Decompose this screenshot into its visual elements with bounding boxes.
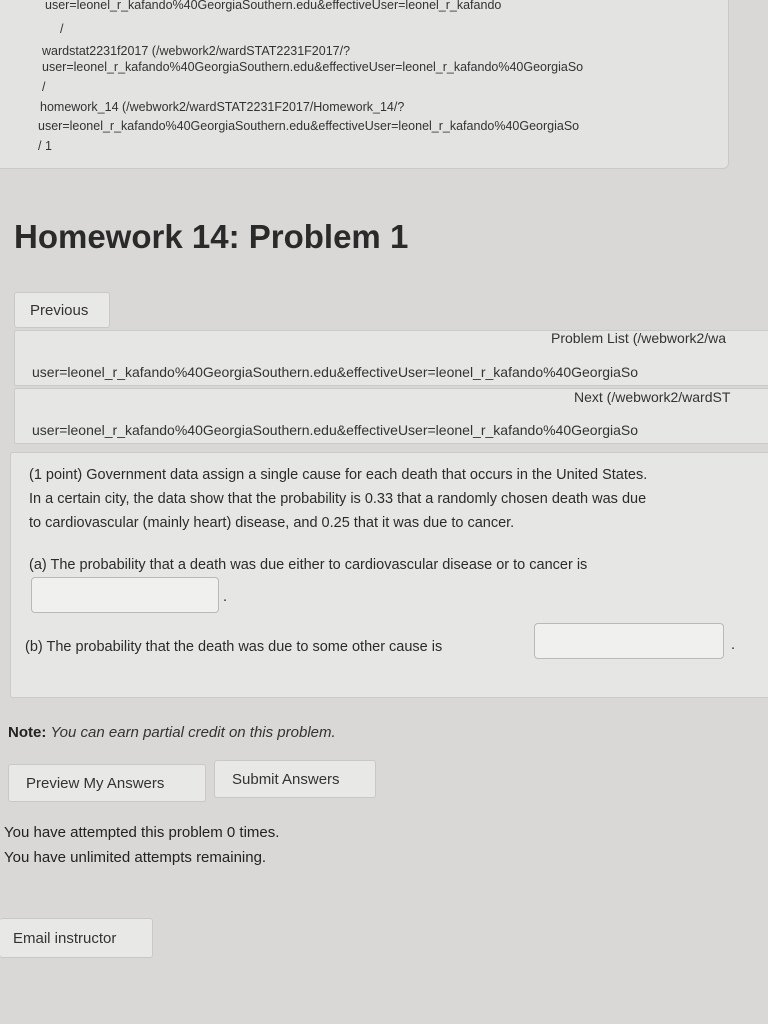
problem-intro-line: to cardiovascular (mainly heart) disease, and 0.25 that it was due to cancer.: [29, 515, 515, 531]
problem-intro-line: (1 point) Government data assign a single cause for each death that occurs in the United States.: [29, 467, 648, 483]
breadcrumb: [0, 0, 729, 169]
page-title: Homework 14: Problem 1: [14, 218, 409, 255]
problem-list-link[interactable]: [14, 330, 768, 386]
breadcrumb-separator: /: [42, 80, 46, 94]
attempts-status: You have attempted this problem 0 times.: [4, 824, 280, 841]
breadcrumb-current-problem: / 1: [38, 139, 52, 153]
problem-intro-line: In a certain city, the data show that the probability is 0.33 that a randomly chosen death was due: [29, 491, 647, 507]
breadcrumb-course-link[interactable]: wardstat2231f2017 (/webwork2/wardSTAT2231F2017/?: [42, 44, 351, 58]
part-b-answer-input[interactable]: [534, 623, 724, 659]
breadcrumb-course-link[interactable]: user=leonel_r_kafando%40GeorgiaSouthern.edu&effectiveUser=leonel_r_kafando: [45, 0, 502, 12]
email-instructor-button[interactable]: [0, 918, 153, 958]
note-label: Note:: [8, 724, 47, 741]
part-b-period: .: [731, 637, 736, 653]
email-instructor-label: Email instructor: [13, 930, 117, 947]
problem-list-label: Problem List (/webwork2/wa: [551, 330, 727, 346]
part-a-answer-input[interactable]: [31, 577, 219, 613]
previous-button[interactable]: [14, 292, 110, 328]
preview-answers-label: Preview My Answers: [26, 775, 165, 792]
submit-answers-button[interactable]: [214, 760, 376, 798]
submit-answers-label: Submit Answers: [232, 771, 340, 788]
problem-list-url: user=leonel_r_kafando%40GeorgiaSouthern.edu&effectiveUser=leonel_r_kafando%40GeorgiaSo: [32, 364, 639, 380]
part-b-question: (b) The probability that the death was due to some other cause is: [25, 639, 443, 655]
part-a-period: .: [223, 589, 228, 605]
breadcrumb-homework-link[interactable]: homework_14 (/webwork2/wardSTAT2231F2017/Homework_14/?: [40, 100, 405, 114]
problem-body: [10, 452, 768, 698]
previous-button-label: Previous: [30, 302, 89, 319]
partial-credit-note: [8, 724, 336, 741]
note-text: You can earn partial credit on this problem.: [50, 724, 336, 741]
next-link[interactable]: [14, 388, 768, 444]
breadcrumb-homework-link[interactable]: user=leonel_r_kafando%40GeorgiaSouthern.edu&effectiveUser=leonel_r_kafando%40GeorgiaSo: [38, 119, 580, 133]
preview-answers-button[interactable]: [8, 764, 206, 802]
breadcrumb-course-link[interactable]: user=leonel_r_kafando%40GeorgiaSouthern.edu&effectiveUser=leonel_r_kafando%40GeorgiaSo: [42, 60, 584, 74]
part-a-question: (a) The probability that a death was due either to cardiovascular disease or to cancer is: [29, 557, 588, 573]
attempts-remaining: You have unlimited attempts remaining.: [4, 849, 267, 866]
next-label: Next (/webwork2/wardST: [574, 389, 731, 405]
next-url: user=leonel_r_kafando%40GeorgiaSouthern.edu&effectiveUser=leonel_r_kafando%40GeorgiaSo: [32, 422, 639, 438]
breadcrumb-separator: /: [60, 22, 64, 36]
